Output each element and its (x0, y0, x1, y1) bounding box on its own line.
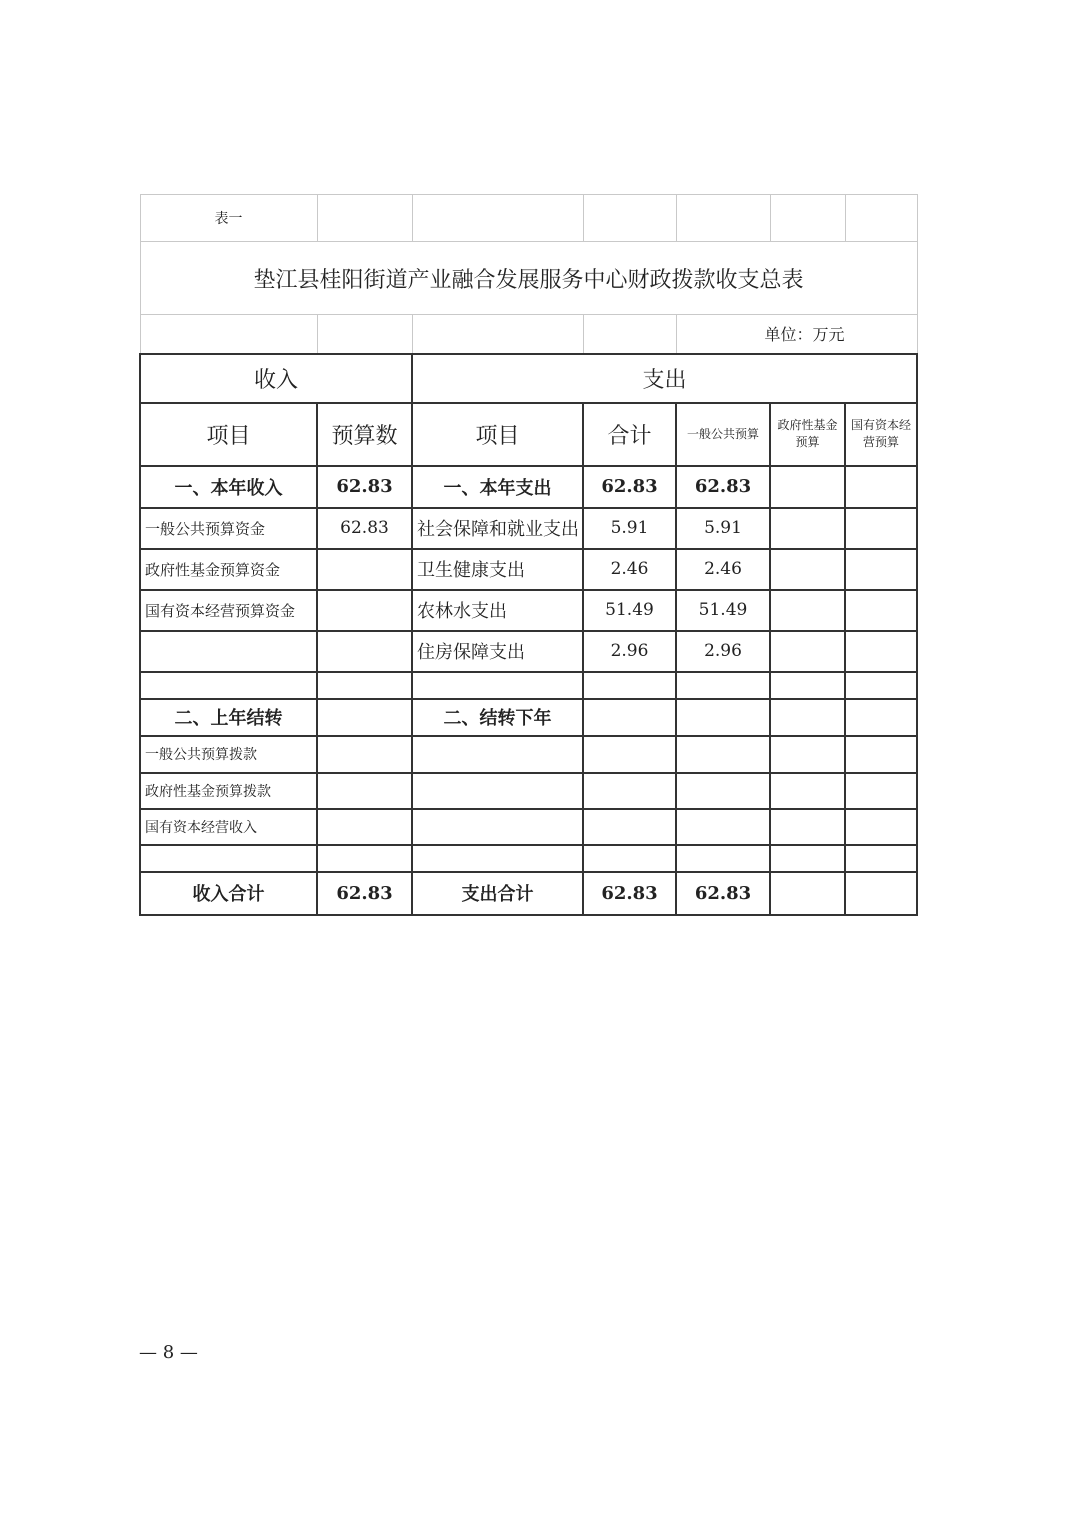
table-title: 垫江县桂阳街道产业融合发展服务中心财政拨款收支总表 (140, 242, 917, 315)
table-row (140, 809, 917, 845)
header-general-budget: 一般公共预算 (676, 403, 770, 466)
carryover-income-item: 一般公共预算拨款 (140, 736, 317, 773)
expense-item-total: 2.96 (583, 631, 676, 672)
header-gov-fund-budget: 政府性基金预算 (770, 403, 845, 466)
table-row (140, 631, 917, 672)
income-item-label: 国有资本经营预算资金 (140, 590, 317, 631)
table-row (140, 549, 917, 590)
income-item-value (317, 549, 412, 590)
current-year-expense-label: 一、本年支出 (412, 466, 583, 508)
expense-item-total: 5.91 (583, 508, 676, 549)
expense-item-total: 51.49 (583, 590, 676, 631)
income-item-value (317, 590, 412, 631)
total-income-label: 收入合计 (140, 872, 317, 915)
page-number: — 8 — (139, 1342, 198, 1363)
carryover-income-item: 国有资本经营收入 (140, 809, 317, 845)
expense-item-general: 2.96 (676, 631, 770, 672)
expense-item-total: 2.46 (583, 549, 676, 590)
total-expense-label: 支出合计 (412, 872, 583, 915)
expense-item-general: 2.46 (676, 549, 770, 590)
unit-label: 单位：万元 (676, 315, 917, 354)
total-income-value: 62.83 (317, 872, 412, 915)
income-item-label: 一般公共预算资金 (140, 508, 317, 549)
table-row (140, 736, 917, 773)
total-expense-general: 62.83 (676, 872, 770, 915)
expense-item-label: 卫生健康支出 (412, 549, 583, 590)
header-income-item: 项目 (140, 403, 317, 466)
income-section-header: 收入 (140, 354, 412, 403)
expense-item-label: 住房保障支出 (412, 631, 583, 672)
current-year-expense-total: 62.83 (583, 466, 676, 508)
header-total: 合计 (583, 403, 676, 466)
expense-item-label: 社会保障和就业支出 (412, 508, 583, 549)
expense-item-general: 51.49 (676, 590, 770, 631)
fiscal-summary-table (139, 194, 918, 916)
expense-section-header: 支出 (412, 354, 917, 403)
expense-item-label: 农林水支出 (412, 590, 583, 631)
income-item-value: 62.83 (317, 508, 412, 549)
header-state-capital-budget: 国有资本经营预算 (845, 403, 917, 466)
income-item-label: 政府性基金预算资金 (140, 549, 317, 590)
header-income-budget: 预算数 (317, 403, 412, 466)
current-year-income-label: 一、本年收入 (140, 466, 317, 508)
table-tag: 表一 (140, 195, 317, 242)
table-row (140, 590, 917, 631)
header-expense-item: 项目 (412, 403, 583, 466)
current-year-income-value: 62.83 (317, 466, 412, 508)
carryover-expense-label: 二、结转下年 (412, 699, 583, 736)
carryover-income-label: 二、上年结转 (140, 699, 317, 736)
total-expense-total: 62.83 (583, 872, 676, 915)
table-row (140, 508, 917, 549)
expense-item-general: 5.91 (676, 508, 770, 549)
carryover-income-item: 政府性基金预算拨款 (140, 773, 317, 809)
table-row (140, 773, 917, 809)
current-year-expense-general: 62.83 (676, 466, 770, 508)
